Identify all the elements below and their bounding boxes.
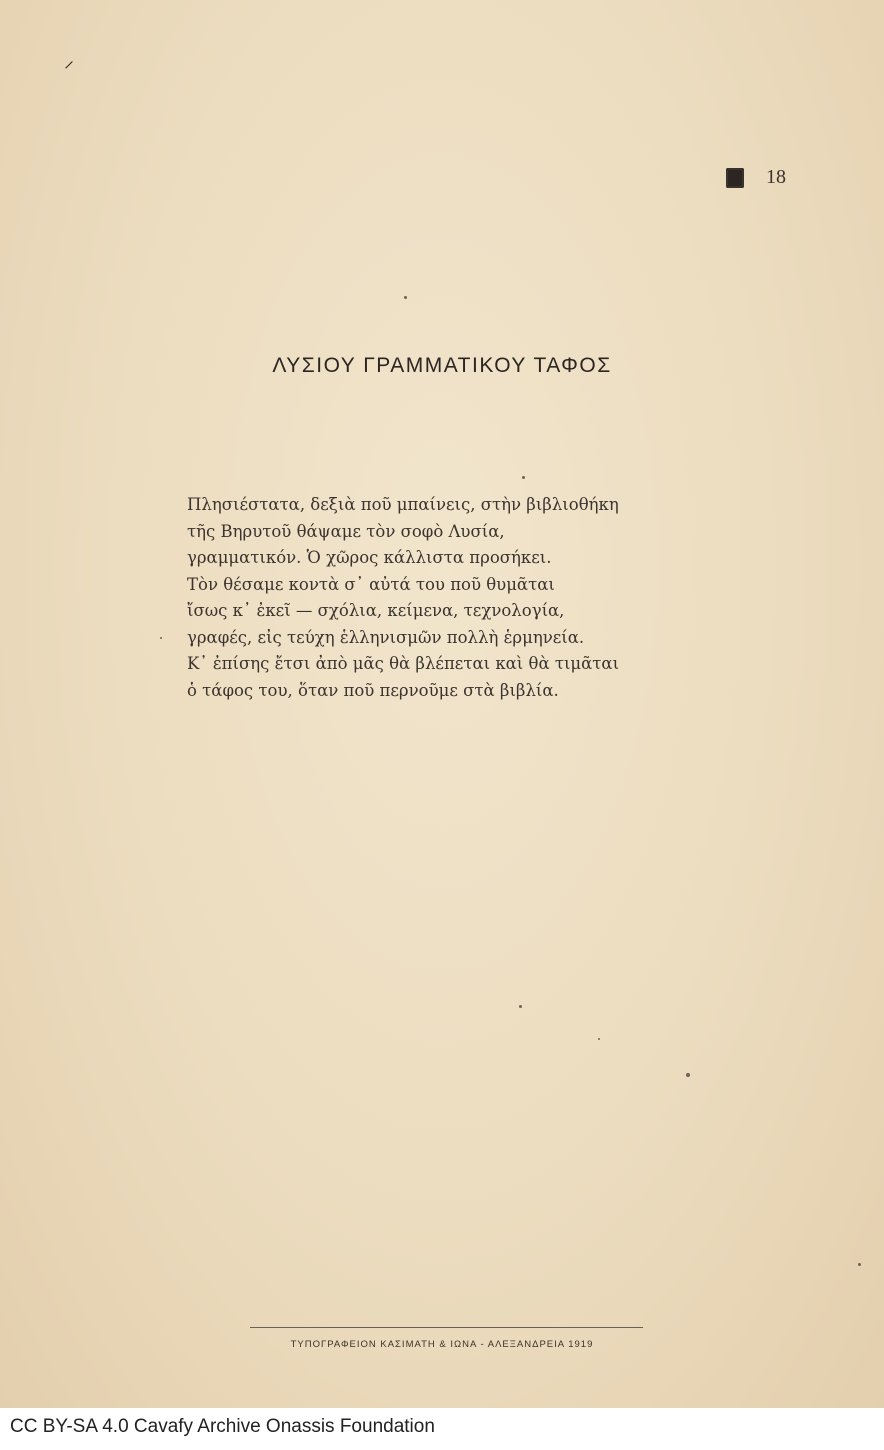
printer-imprint: ΤΥΠΟΓΡΑΦΕΙΟΝ ΚΑΣΙΜΑΤΗ & ΙΩΝΑ - ΑΛΕΞΑΝΔΡΕΙΑ 1919: [290, 1339, 594, 1350]
ink-stamp-icon: [726, 168, 744, 188]
poem-line: ὁ τάφος του, ὅταν ποῦ περνοῦμε στὰ βιβλία.: [187, 680, 559, 700]
paper-speck: [522, 476, 525, 479]
page-number-block: [726, 166, 786, 189]
corner-ink-mark: ⸝: [64, 48, 74, 72]
poem-line: Πλησιέστατα, δεξιὰ ποῦ μπαίνεις, στὴν βιβλιοθήκη: [187, 495, 619, 514]
paper-speck: [404, 296, 407, 299]
poem-line: ἴσως κ᾽ ἐκεῖ — σχόλια, κείμενα, τεχνολογία,: [187, 601, 565, 620]
paper-speck: [519, 1005, 522, 1008]
paper-speck: [160, 637, 162, 639]
paper-speck: [686, 1073, 690, 1077]
page-number: 18: [766, 166, 786, 188]
poem-body: [187, 492, 619, 704]
poem-line: γραφές, εἰς τεύχη ἑλληνισμῶν πολλὴ ἑρμηνεία.: [187, 627, 585, 647]
paper-speck: [598, 1038, 600, 1040]
poem-title: ΛΥΣΙΟΥ ΓΡΑΜΜΑΤΙΚΟΥ ΤΑΦΟΣ: [272, 354, 612, 377]
poem-line: τῆς Βηρυτοῦ θάψαμε τὸν σοφὸ Λυσία,: [187, 521, 505, 541]
poem-line: Κ᾽ ἐπίσης ἔτσι ἀπὸ μᾶς θὰ βλέπεται καὶ θὰ τιμᾶται: [187, 654, 620, 673]
poem-line: Τὸν θέσαμε κοντὰ σ᾽ αὐτά του ποῦ θυμᾶται: [187, 574, 555, 594]
footer-divider: [250, 1327, 643, 1328]
poem-line: γραμματικόν. Ὁ χῶρος κάλλιστα προσήκει.: [187, 548, 552, 567]
license-credit: CC BY-SA 4.0 Cavafy Archive Onassis Foundation: [10, 1416, 435, 1437]
paper-speck: [858, 1263, 861, 1266]
